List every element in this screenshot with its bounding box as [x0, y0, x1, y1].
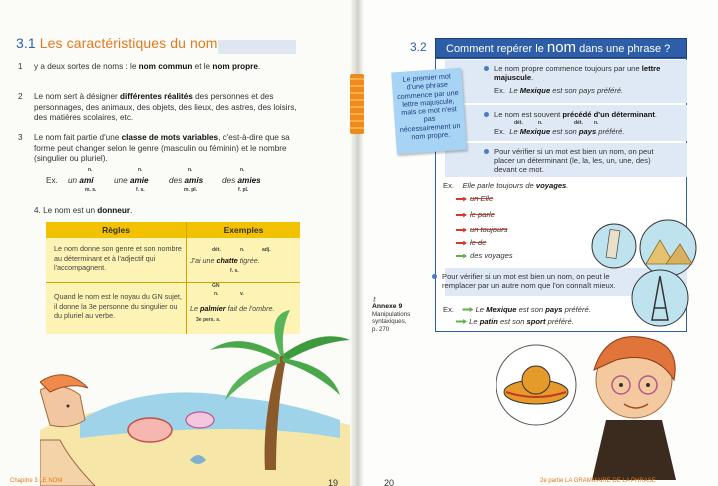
footer-right: 2e partie LA GRAMMAIRE DE LA PHRASE	[540, 478, 656, 484]
section-number: 3.1	[16, 35, 36, 51]
example-1: Ex. Le Mexique est son pays préféré.	[494, 86, 624, 95]
palm-leaf-2	[282, 336, 350, 362]
key-icon: ⚷	[372, 296, 377, 303]
table-header-examples: Exemples	[187, 222, 300, 238]
arrow-item-5: des voyages	[456, 251, 513, 261]
example-5: Le patin est son sport préféré.	[456, 317, 574, 326]
table-row-1-example: J'ai une chatte tigrée.	[190, 256, 260, 265]
example-label: Ex.	[46, 176, 58, 185]
arrow-item-1: un Elle	[456, 194, 493, 204]
shell-shape	[186, 412, 214, 428]
arrow-item-2: le parle	[456, 210, 495, 220]
rules-table: Règles Exemples Le nom donne son genre et son nombre au déterminant et à l'adjectif qui l'accompagnent. dét. n. adj. J'ai une chatte tigrée. f. s. Quand le nom est le noyau du GN sujet, il donne la 3e personne du singulier ou du pluriel au verbe. GN n. v. Le palmier fait de l'ombre. 3e pers. s.	[46, 222, 300, 334]
section-banner-title: Comment repérer le nom dans une phrase ?	[435, 38, 687, 58]
beach-illustration	[40, 310, 350, 486]
palm-leaf-3	[274, 310, 290, 356]
table-row-2-rule: Quand le nom est le noyau du GN sujet, il donne la 3e personne du singulier ou du pluriel au verbe.	[54, 292, 182, 320]
section-title	[16, 35, 218, 51]
bubble-pyramids	[640, 220, 696, 276]
page-number-right: 20	[384, 478, 395, 486]
paragraph-4: 4. Le nom est un donneur.	[34, 206, 133, 215]
annexe-reference: ⚷ Annexe 9 Manipulations syntaxiques, p. 270	[372, 296, 411, 333]
paragraph-2: 2 Le nom sert à désigner différentes réalités des personnes et des personnages, des animaux, des objets, des lieux, des astres, des loisirs, des matières scolaires, etc.	[18, 92, 297, 122]
footer-left: Chapitre 3 LE NOM	[10, 478, 63, 484]
paragraph-1: 1 y a deux sortes de noms : le nom commun et le nom propre.	[18, 62, 261, 71]
sticky-note: Le premier mot d'une phrase commence par une lettre majuscule, mais ce mot n'est pas nécessairement un nom propre.	[391, 68, 467, 155]
bullet-2: Le nom est souvent précédé d'un déterminant.	[494, 110, 682, 119]
right-section-number: 3.2	[410, 40, 427, 54]
bullet-1: Le nom propre commence toujours par une lettre majuscule.	[494, 64, 682, 82]
example-3: Ex. Elle parle toujours de voyages.	[443, 181, 569, 190]
palm-leaf-1	[210, 341, 280, 360]
bowl-shape	[128, 418, 172, 442]
section-banner	[218, 40, 296, 54]
bullet-4: Pour vérifier si un mot est bien un nom, on peut le remplacer par un autre nom que l'on connaît mieux.	[442, 272, 616, 291]
boy-sombrero-illustration	[496, 330, 706, 480]
book-gutter	[350, 0, 364, 486]
clip-graphic	[350, 74, 364, 134]
example-2: Ex. Le Mexique est son pays préféré.	[494, 127, 625, 136]
palm-leaf-4	[282, 358, 340, 395]
boy-sweater	[592, 420, 676, 480]
table-row-1-rule: Le nom donne son genre et son nombre au déterminant et à l'adjectif qui l'accompagnent.	[54, 244, 182, 272]
bullet-3: Pour vérifier si un mot est bien un nom, on peut placer un déterminant (le, la, les, un, une, des) devant ce mot.	[494, 147, 654, 175]
paragraph-3: 3 Le nom fait partie d'une classe de mots variables, c'est-à-dire que sa forme peut changer selon le genre (masculin ou féminin) et le nombre (singulier ou pluriel).	[18, 133, 290, 163]
section-title-text: Les caractéristiques du nom	[39, 35, 218, 51]
page-number-left: 19	[328, 478, 339, 486]
example-4: Ex. Le Mexique est son pays préféré.	[443, 305, 591, 314]
arrow-item-3: un toujours	[456, 225, 508, 235]
table-row-2-example: Le palmier fait de l'ombre.	[190, 304, 275, 313]
arrow-item-4: le de	[456, 238, 486, 248]
table-header-rules: Règles	[46, 222, 186, 238]
